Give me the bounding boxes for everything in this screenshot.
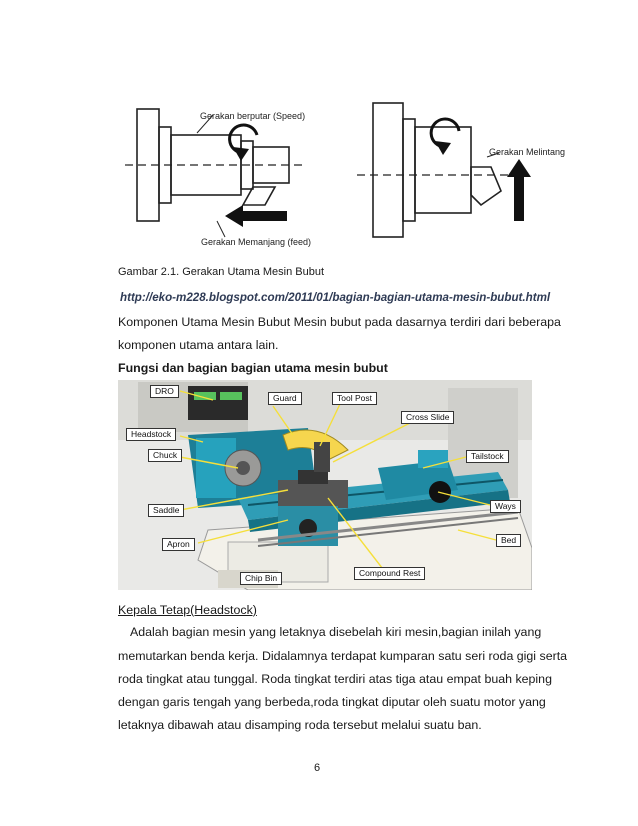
lathe-motion-diagram (125, 95, 575, 255)
label-guard: Guard (268, 392, 302, 405)
label-cross: Gerakan Melintang (489, 147, 566, 157)
label-bed: Bed (496, 534, 521, 547)
label-dro: DRO (150, 385, 179, 398)
label-feed: Gerakan Memanjang (feed) (201, 237, 312, 247)
figure-caption: Gambar 2.1. Gerakan Utama Mesin Bubut (118, 266, 325, 278)
label-tool-post: Tool Post (332, 392, 377, 405)
label-apron: Apron (162, 538, 195, 551)
label-speed: Gerakan berputar (Speed) (200, 111, 306, 121)
body-line-2: memutarkan benda kerja. Didalamnya terdapat kumparan satu seri roda gigi serta (118, 649, 568, 663)
label-cross-slide: Cross Slide (401, 411, 454, 424)
lathe-photo (118, 380, 532, 590)
body-line-3: roda tingkat atau tunggal. Roda tingkat terdiri atas tiga atau empat buah keping (118, 672, 552, 686)
label-headstock: Headstock (126, 428, 176, 441)
intro-line-2: komponen utama antara lain. (118, 338, 279, 352)
diagram-cross (357, 103, 525, 237)
intro-line-1: Komponen Utama Mesin Bubut Mesin bubut pada dasarnya terdiri dari beberapa (118, 315, 561, 329)
label-ways: Ways (490, 500, 521, 513)
section-heading: Fungsi dan bagian bagian utama mesin bubut (118, 361, 388, 375)
body-line-5: letaknya dibawah atau disamping roda tersebut melalui suatu ban. (118, 718, 482, 732)
label-saddle: Saddle (148, 504, 184, 517)
label-chuck: Chuck (148, 449, 182, 462)
label-compound-rest: Compound Rest (354, 567, 425, 580)
label-tailstock: Tailstock (466, 450, 509, 463)
subheading-headstock: Kepala Tetap(Headstock) (118, 603, 257, 617)
label-chip-bin: Chip Bin (240, 572, 282, 585)
page-number: 6 (314, 762, 321, 774)
body-line-1: Adalah bagian mesin yang letaknya disebelah kiri mesin,bagian inilah yang (130, 625, 542, 639)
source-link[interactable]: http://eko-m228.blogspot.com/2011/01/bagian-bagian-utama-mesin-bubut.html (120, 291, 551, 304)
diagram-longitudinal (125, 109, 305, 221)
body-line-4: dengan garis tengah yang berbeda,roda tingkat diputar oleh suatu motor yang (118, 695, 546, 709)
lathe-illustration (118, 380, 532, 590)
